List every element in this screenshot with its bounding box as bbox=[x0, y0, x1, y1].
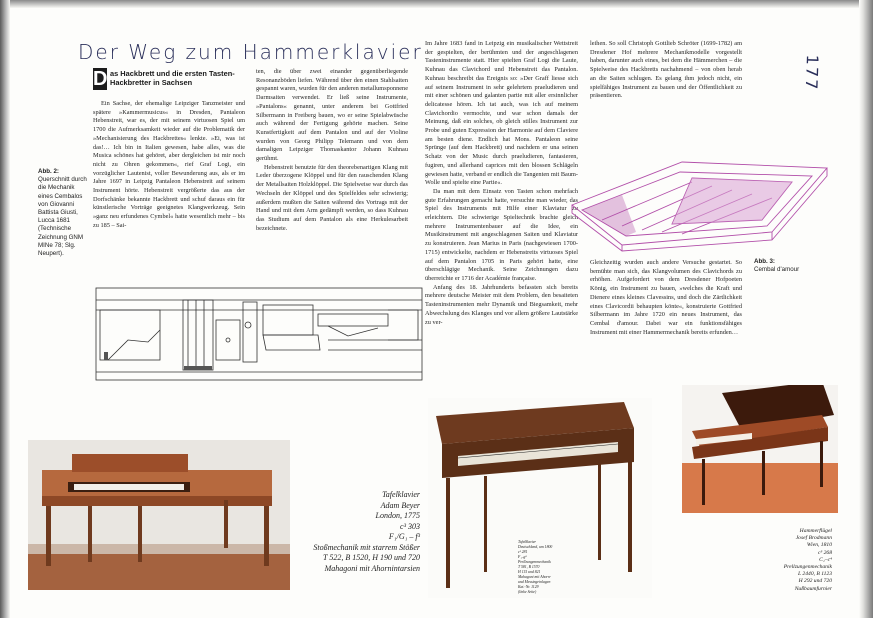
hammerfluegel-caption bbox=[720, 528, 832, 593]
caption-line: Mahagoni mit Ahornintarsien bbox=[324, 563, 420, 573]
mechanism-cross-section-drawing bbox=[88, 280, 434, 390]
label-line: Mahagoni mit Ahorn- bbox=[518, 575, 552, 579]
label-line: Deutschland, um 1800 bbox=[518, 545, 553, 549]
tafelklavier-photo bbox=[28, 440, 290, 590]
caption-line: c³ 303 bbox=[400, 521, 420, 531]
figure-2-label: Abb. 2: bbox=[38, 168, 59, 175]
cembal-damour-illustration bbox=[562, 150, 834, 252]
caption-line: Adam Beyer bbox=[380, 500, 420, 510]
figure-3-caption bbox=[754, 258, 834, 274]
caption-line: Stoßmechanik mit starrem Stößer bbox=[313, 542, 420, 552]
caption-line: Hammerflügel bbox=[799, 528, 832, 534]
article-column-4-bottom bbox=[590, 259, 742, 337]
paragraph: ten, die über zwei einander gegenüberliegende Resonanzböden liefen. Während über den einen Stahlsaiten gespannt waren, wurden für den anderen metallumsponnene Darmsaiten verwendet. Er ließ seine Instrumente, »Pantalons« genannt, unter anderem bei Gottfried Silbermann in Freiberg bauen, wo er seine Spielabwüsche auch während der Fertigung gehörte machen. Seine Kunstfertigkeit auf dem Pantalon und auf der Violine wurden von Georg Philipp Telemann und von dem damaligen Leipziger Thomaskantor Johann Kuhnau gerühmt. bbox=[256, 68, 408, 163]
label-line: T 581, B 1570 bbox=[518, 565, 540, 569]
article-column-3 bbox=[425, 40, 578, 327]
label-line: c³ 281 bbox=[518, 550, 528, 554]
label-line: H 115 und 821 bbox=[518, 570, 541, 574]
caption-line: Nußbaumfurnier bbox=[794, 585, 832, 592]
caption-line: C₁–c⁴ bbox=[819, 556, 832, 563]
label-line: Tafelklavier bbox=[518, 540, 536, 544]
article-column-4-top bbox=[590, 40, 742, 101]
caption-line: H 292 und 720 bbox=[798, 578, 832, 585]
caption-line: Josef Brodmann bbox=[795, 535, 832, 542]
label-line: (linke Seite) bbox=[518, 590, 537, 594]
tafelklavier-caption bbox=[290, 490, 420, 574]
scan-edge-top bbox=[0, 0, 873, 8]
paragraph: Hebenstreit benutzte für den theorebenartigen Klang mit Leder überzogene Klöppel und für den rauschenden Klang der Metallsaiten Holzklöppel. Die Spielweise war durch das Wechseln der Klöppel und des Spielfeldes sehr schwierig; außerdem mußten die Saiten während des Vortrags mit der Hand und mit dem Arm gedämpft werden, so dass Kuhnau das Studium auf dem Pantalon als eine Herkulesarbeit bezeichnete. bbox=[256, 163, 408, 232]
figure-2-caption bbox=[38, 168, 90, 258]
caption-line: L 2440, B 1123 bbox=[798, 571, 832, 578]
paragraph: Gleichzeitig wurden auch andere Versuche gestartet. So bemühte man sich, das Klangvolumen des Clavichords zu erhöhen. Aufgefordert von dem Dresdener Hofpoeten König, ein Instrument zu bauen, »welches die Kraft und Dienere eines kleines Clavessins, und doch die Zärtlichkeit eines Clavicordii behaupten könte«, konstruierte Gottfried Silbermann im Jahre 1720 ein neues Instrument, das Cembal d'amour. Dabei war ein funktionsfähiges Instrument mit einer Hammermechanik bereits erfunden… bbox=[590, 259, 742, 336]
handwritten-title: Der Weg zum Hammerklavier bbox=[78, 40, 423, 64]
scan-edge-left bbox=[0, 0, 10, 618]
caption-line: Wien, 1810 bbox=[806, 542, 832, 549]
caption-line: London, 1775 bbox=[375, 511, 420, 520]
paragraph: Im Jahre 1683 fand in Leipzig ein musikalischer Wettstreit der gespielten, der berühmten und der angeschlagenen Tasteninstrumente statt. Hier spielten Graf Logi die Laute, Kuhnau das Clavichord und Hebenstreit das Pantalon. Kuhnau beschreibt das Ereignis so: »Der Graff liesse sich auf seinem Instrument in sehr gelehrtem praeludieren und mit einer schönen und galanten partie mit aller ersinnlicher delicatesse hören. Ich tat auch, was ich auf meinem Clavichordio vermochte, und war schon damals der Meinung, daß ein solches, ob gleich stilles Instrument zur Probe und guten Expression der Harmonie auf dem Claviere am besten diene. Endlich hat Mons. Pantaleon seine Sprünge (auf dem Hackbrett) und nachdem er una seinen Schatz von der Music durch praeludieren, fantasieren, fugiren, und allerhand caprices mit den blossen Schlägeln gewiesen hatte, verband er endlich die Tangenten mit Baum-Wolle und spielte eine Partie«. bbox=[425, 40, 578, 187]
article-column-1 bbox=[93, 100, 245, 231]
label-line: Kat.-Nr. 1129 bbox=[518, 585, 539, 589]
caption-line: Prellzungenmechanik bbox=[783, 564, 832, 571]
paragraph: Ein Sachse, der ehemalige Leipziger Tanzmeister und spätere »Kammermusicus« in Dresden, Pantaleon Hebenstreit, war es, der mit seinem virtuosen Spiel um 1700 die Aufmerksamkeit wieder auf die Problematik der »Mechanisierung des Hackbrettes« lenkte. »Ei, was ist das!… Ich bin in Italien gewesen, habe alles, was die Musica schönes hat gehöret, aber dergleichen ist mir noch nicht zu Ohren gekommen«, rief Graf Logi, ein vorzüglicher Lautenist, voller Bewunderung aus, als er im Jahre 1697 in Leipzig Pantaleon Hebenstreit auf seinem Instrument hörte. Hebenstreit vergrößerte das aus der Dorfschänke bekannte Hackbrett und schuf daraus ein für künstlerische Vorträge geeignetes Klangwerkzeug. Sein »ganz neu erfundenes Cymbel« hatte wesentlich mehr – bis zu 185 – Sai- bbox=[93, 100, 245, 229]
paragraph: Da man mit dem Einsatz von Tasten schon mehrfach gute Erfahrungen gemacht hatte, versuchte man wieder, das Spiel des Instruments mit Hilfe einer Klaviatur zu erleichtern. Die schwierige Spieltechnik brachte gleich mehrere Instrumentenbauer auf die Idee, ein Musikinstrument mit angeschlagenen Saiten und Klaviatur zu konstruieren. Jean Marius in Paris (nachgewiesen 1700-1715) entwickelte, nachdem er Hebenstreits virtuoses Spiel auf dem Pantalon 1705 in Paris gehört hatte, eine überschlägige Mechanik. Seine Zeichnungen dazu überreichte er 1716 der Académie française. bbox=[425, 187, 578, 282]
label-line: und Messingeinlagen bbox=[518, 580, 551, 584]
caption-line: Tafelklavier bbox=[382, 490, 420, 499]
figure-3-label: Abb. 3: bbox=[754, 258, 775, 265]
caption-line: T 522, B 1520, H 190 und 720 bbox=[323, 553, 420, 562]
caption-line: c³ 268 bbox=[818, 549, 832, 556]
paragraph: leihen. So soll Christoph Gottlieb Schröter (1699-1782) am Dresdener Hof mehrere Mechanikmodelle vorgestellt haben, darunter auch eines, bei dem die Hämmerchen – die Spielweise des Hackbretts nachahmend – von oben herab an die Saiten schlugen. Es gelang ihm jedoch nicht, ein spielfähiges Instrument zu bauen und der Öffentlichkeit zu präsentieren. bbox=[590, 40, 742, 100]
label-line: Prellzungenmechanik bbox=[518, 560, 551, 564]
article-column-2 bbox=[256, 68, 408, 233]
square-piano-label bbox=[518, 540, 568, 595]
label-line: F₁–g³ bbox=[518, 555, 527, 559]
section-heading: as Hackbrett und die ersten Tasten-Hackbretter in Sachsen bbox=[110, 69, 235, 88]
caption-line: F₁/G₁ – f³ bbox=[388, 532, 420, 541]
scan-edge-right bbox=[859, 0, 873, 618]
drop-cap: D bbox=[93, 68, 108, 90]
handwritten-page-number: 177 bbox=[801, 54, 822, 92]
hammerfluegel-photo bbox=[682, 385, 838, 513]
paragraph: Anfang des 18. Jahrhunderts befassten sich bereits mehrere deutsche Meister mit dem Problem, den besaiteten Tasteninstrumenten mehr Dynamik und Biegsamkeit, mehr Abwechslung des Klanges und vor allem größere Lautstärke zu ver- bbox=[425, 283, 578, 326]
figure-3-text: Cembal d'amour bbox=[754, 266, 800, 274]
figure-2-text: Querschnitt durch die Mechanik eines Cembalos von Giovanni Battista Giusti, Lucca 1681 (Technische Zeichnung GNM MINe 78; Slg. Neupert). bbox=[38, 176, 87, 258]
